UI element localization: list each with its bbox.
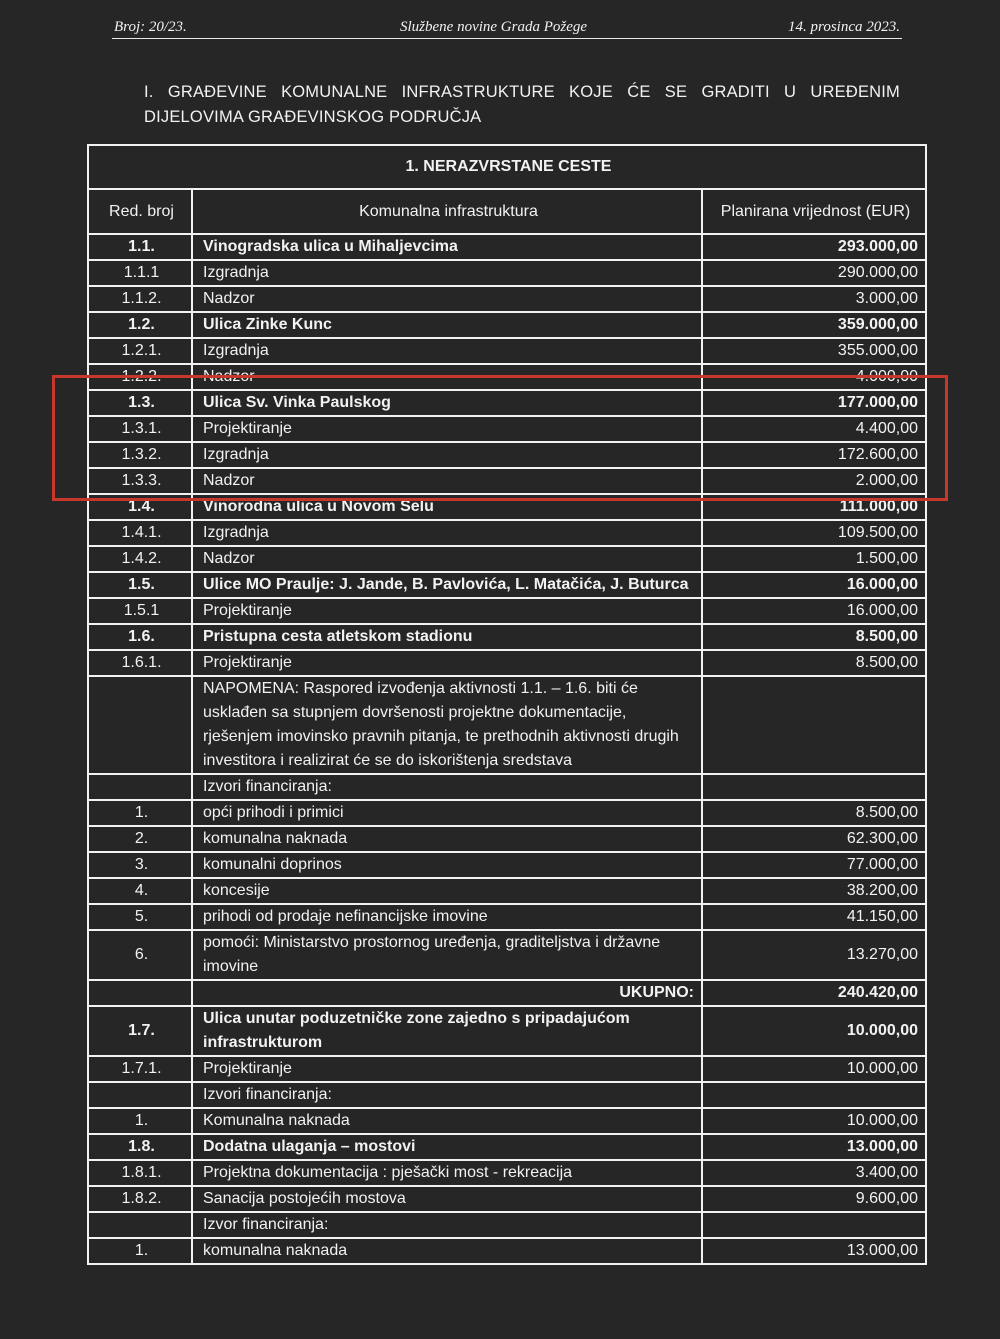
row-no: 1.4. — [88, 494, 192, 520]
table-row — [88, 390, 926, 416]
row-value: 290.000,00 — [702, 260, 926, 286]
total-value: 240.420,00 — [702, 980, 926, 1006]
table-row — [88, 800, 926, 826]
row-item: Izgradnja — [192, 338, 702, 364]
row-value: 38.200,00 — [702, 878, 926, 904]
table-row — [88, 826, 926, 852]
row-no: 1.8. — [88, 1134, 192, 1160]
note-text: NAPOMENA: Raspored izvođenja aktivnosti 1.1. – 1.6. biti će usklađen sa stupnjem dovršenosti projektne dokumentacije, rješenjem imovinsko pravnih pitanja, te prethodnih aktivnosti drugih investitora i realizirat će se do iskorištenja sredstava — [192, 676, 702, 774]
table-row — [88, 1160, 926, 1186]
row-value: 1.500,00 — [702, 546, 926, 572]
row-value: 8.500,00 — [702, 624, 926, 650]
row-item: Nadzor — [192, 286, 702, 312]
row-value: 10.000,00 — [702, 1056, 926, 1082]
table-row — [88, 286, 926, 312]
row-no: 1.1. — [88, 234, 192, 260]
row-no — [88, 774, 192, 800]
total-row — [88, 980, 926, 1006]
row-no — [88, 676, 192, 774]
col-header-item: Komunalna infrastruktura — [192, 189, 702, 234]
table-row — [88, 904, 926, 930]
row-no: 1.3.3. — [88, 468, 192, 494]
row-value: 62.300,00 — [702, 826, 926, 852]
row-no: 1.6.1. — [88, 650, 192, 676]
table-row-note — [88, 676, 926, 774]
table-row — [88, 442, 926, 468]
table-row — [88, 1238, 926, 1264]
row-no: 3. — [88, 852, 192, 878]
page-header — [112, 18, 902, 39]
row-item: Ulica Sv. Vinka Paulskog — [192, 390, 702, 416]
row-value: 111.000,00 — [702, 494, 926, 520]
row-value: 77.000,00 — [702, 852, 926, 878]
row-item: Projektiranje — [192, 598, 702, 624]
row-no: 6. — [88, 930, 192, 980]
table-row — [88, 650, 926, 676]
row-no — [88, 980, 192, 1006]
row-item: koncesije — [192, 878, 702, 904]
row-value: 355.000,00 — [702, 338, 926, 364]
table-row — [88, 312, 926, 338]
table-row — [88, 1108, 926, 1134]
row-no: 1.3.1. — [88, 416, 192, 442]
row-no: 1.7. — [88, 1006, 192, 1056]
table-title-row — [88, 145, 926, 189]
row-value — [702, 1082, 926, 1108]
table-row — [88, 1134, 926, 1160]
row-value: 8.500,00 — [702, 650, 926, 676]
table-row — [88, 260, 926, 286]
row-item: komunalna naknada — [192, 1238, 702, 1264]
row-item: Izvori financiranja: — [192, 774, 702, 800]
total-label: UKUPNO: — [192, 980, 702, 1006]
row-no: 1.8.1. — [88, 1160, 192, 1186]
row-value: 16.000,00 — [702, 572, 926, 598]
row-item: Izgradnja — [192, 520, 702, 546]
row-no: 1. — [88, 1238, 192, 1264]
row-value: 13.270,00 — [702, 930, 926, 980]
row-value: 4.400,00 — [702, 416, 926, 442]
table-row — [88, 598, 926, 624]
row-item: opći prihodi i primici — [192, 800, 702, 826]
table-row — [88, 852, 926, 878]
row-value: 8.500,00 — [702, 800, 926, 826]
issue-date: 14. prosinca 2023. — [788, 19, 900, 35]
row-item: Izgradnja — [192, 260, 702, 286]
table-row — [88, 1186, 926, 1212]
table-row — [88, 520, 926, 546]
section-title: I. GRAĐEVINE KOMUNALNE INFRASTRUKTURE KOJE ĆE SE GRADITI U UREĐENIM DIJELOVIMA GRAĐEVINSKOG PODRUČJA — [144, 83, 900, 126]
row-no — [88, 1082, 192, 1108]
row-value — [702, 676, 926, 774]
row-item: Projektna dokumentacija : pješački most - rekreacija — [192, 1160, 702, 1186]
row-item: Nadzor — [192, 546, 702, 572]
row-item: Pristupna cesta atletskom stadionu — [192, 624, 702, 650]
table-row — [88, 624, 926, 650]
row-item: Izvori financiranja: — [192, 1082, 702, 1108]
issue-number: Broj: 20/23. — [114, 19, 187, 35]
table-row — [88, 416, 926, 442]
table-row — [88, 364, 926, 390]
row-item: Sanacija postojećih mostova — [192, 1186, 702, 1212]
row-value: 2.000,00 — [702, 468, 926, 494]
row-no: 4. — [88, 878, 192, 904]
table-row — [88, 338, 926, 364]
row-item: Ulice MO Praulje: J. Jande, B. Pavlovića, L. Matačića, J. Buturca — [192, 572, 702, 598]
row-no: 1. — [88, 1108, 192, 1134]
row-item: Dodatna ulaganja – mostovi — [192, 1134, 702, 1160]
row-item: Vinogradska ulica u Mihaljevcima — [192, 234, 702, 260]
row-no: 1.2. — [88, 312, 192, 338]
row-item: pomoći: Ministarstvo prostornog uređenja, graditeljstva i državne imovine — [192, 930, 702, 980]
table-row — [88, 546, 926, 572]
row-value: 41.150,00 — [702, 904, 926, 930]
table-row — [88, 1082, 926, 1108]
row-value: 9.600,00 — [702, 1186, 926, 1212]
row-item: Ulica unutar poduzetničke zone zajedno s pripadajućom infrastrukturom — [192, 1006, 702, 1056]
table-row — [88, 1056, 926, 1082]
row-value: 293.000,00 — [702, 234, 926, 260]
row-value — [702, 1212, 926, 1238]
row-value: 13.000,00 — [702, 1134, 926, 1160]
table-row — [88, 1212, 926, 1238]
publication-name: Službene novine Grada Požege — [400, 19, 588, 35]
row-item: Projektiranje — [192, 1056, 702, 1082]
row-no: 2. — [88, 826, 192, 852]
table-row — [88, 1006, 926, 1056]
table-row — [88, 572, 926, 598]
row-no: 1.3.2. — [88, 442, 192, 468]
table-row — [88, 494, 926, 520]
row-no: 1.8.2. — [88, 1186, 192, 1212]
row-item: Nadzor — [192, 364, 702, 390]
row-no: 1.5. — [88, 572, 192, 598]
table-row — [88, 234, 926, 260]
row-item: komunalna naknada — [192, 826, 702, 852]
row-item: Projektiranje — [192, 416, 702, 442]
row-item: Ulica Zinke Kunc — [192, 312, 702, 338]
row-value: 3.000,00 — [702, 286, 926, 312]
row-value: 4.000,00 — [702, 364, 926, 390]
row-no — [88, 1212, 192, 1238]
table-row — [88, 878, 926, 904]
row-no: 1.4.1. — [88, 520, 192, 546]
row-no: 1.2.1. — [88, 338, 192, 364]
row-value: 109.500,00 — [702, 520, 926, 546]
row-no: 1.6. — [88, 624, 192, 650]
table-title: 1. NERAZVRSTANE CESTE — [88, 145, 926, 189]
row-no: 1.3. — [88, 390, 192, 416]
column-header-row — [88, 189, 926, 234]
table-row — [88, 468, 926, 494]
row-item: Vinorodna ulica u Novom Selu — [192, 494, 702, 520]
row-item: Nadzor — [192, 468, 702, 494]
row-value: 13.000,00 — [702, 1238, 926, 1264]
row-no: 1.4.2. — [88, 546, 192, 572]
row-value: 10.000,00 — [702, 1108, 926, 1134]
row-item: prihodi od prodaje nefinancijske imovine — [192, 904, 702, 930]
row-item: Izgradnja — [192, 442, 702, 468]
col-header-no: Red. broj — [88, 189, 192, 234]
row-no: 1.5.1 — [88, 598, 192, 624]
row-no: 5. — [88, 904, 192, 930]
row-no: 1.7.1. — [88, 1056, 192, 1082]
row-item: Projektiranje — [192, 650, 702, 676]
row-no: 1.1.2. — [88, 286, 192, 312]
table-row — [88, 930, 926, 980]
row-value: 177.000,00 — [702, 390, 926, 416]
row-value: 16.000,00 — [702, 598, 926, 624]
row-no: 1.1.1 — [88, 260, 192, 286]
row-value: 10.000,00 — [702, 1006, 926, 1056]
col-header-value: Planirana vrijednost (EUR) — [702, 189, 926, 234]
row-value: 359.000,00 — [702, 312, 926, 338]
row-no: 1. — [88, 800, 192, 826]
row-value — [702, 774, 926, 800]
row-item: komunalni doprinos — [192, 852, 702, 878]
row-value: 3.400,00 — [702, 1160, 926, 1186]
row-item: Izvor financiranja: — [192, 1212, 702, 1238]
budget-table — [87, 144, 927, 1265]
row-item: Komunalna naknada — [192, 1108, 702, 1134]
table-row — [88, 774, 926, 800]
row-no: 1.2.2. — [88, 364, 192, 390]
row-value: 172.600,00 — [702, 442, 926, 468]
